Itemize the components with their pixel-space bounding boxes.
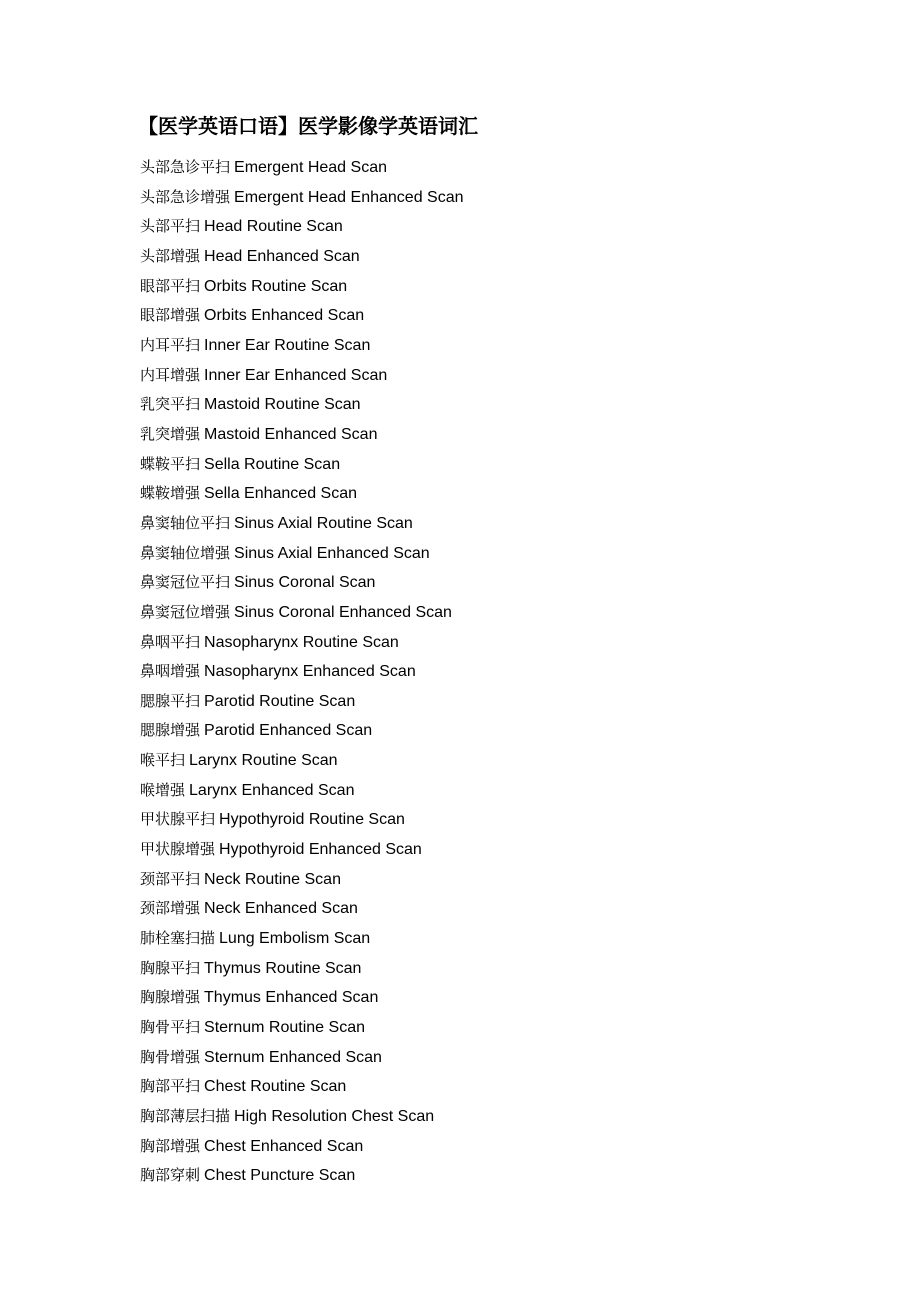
term-row	[140, 1102, 464, 1132]
term-english: Sinus Coronal Scan	[234, 574, 376, 592]
term-chinese: 胸部平扫	[140, 1077, 201, 1096]
term-english: Mastoid Routine Scan	[204, 396, 361, 414]
term-chinese: 鼻咽增强	[140, 662, 201, 681]
term-row	[140, 212, 464, 242]
term-row	[140, 628, 464, 658]
term-chinese: 胸部穿刺	[140, 1166, 201, 1185]
term-english: Neck Routine Scan	[204, 870, 341, 888]
term-row	[140, 1132, 464, 1162]
term-english: Inner Ear Enhanced Scan	[204, 366, 388, 384]
term-english: Sella Routine Scan	[204, 455, 341, 473]
term-english: Emergent Head Scan	[234, 159, 387, 176]
term-chinese: 甲状腺平扫	[140, 810, 216, 829]
term-chinese: 鼻窦轴位增强	[140, 543, 231, 562]
term-row	[140, 805, 464, 835]
term-chinese: 喉增强	[140, 780, 186, 799]
term-chinese: 头部平扫	[140, 217, 201, 236]
term-chinese: 胸腺平扫	[140, 958, 201, 977]
term-row	[140, 539, 464, 569]
term-row	[140, 1013, 464, 1043]
term-row	[140, 450, 464, 480]
term-chinese: 鼻窦冠位平扫	[140, 573, 231, 592]
term-english: Sinus Axial Enhanced Scan	[234, 544, 430, 562]
term-row	[140, 242, 464, 272]
term-english: Lung Embolism Scan	[219, 930, 371, 948]
term-row	[140, 983, 464, 1013]
term-english: Thymus Routine Scan	[204, 959, 362, 977]
term-row	[140, 153, 464, 183]
term-chinese: 胸部增强	[140, 1136, 201, 1155]
term-chinese: 颈部增强	[140, 899, 201, 918]
term-row	[140, 835, 464, 865]
term-english: Emergent Head Enhanced Scan	[234, 188, 464, 206]
term-row	[140, 1161, 464, 1191]
term-row	[140, 272, 464, 302]
document-title: 【医学英语口语】医学影像学英语词汇	[138, 114, 478, 138]
term-chinese: 内耳增强	[140, 365, 201, 384]
term-chinese: 头部急诊平扫	[140, 158, 231, 176]
term-row	[140, 894, 464, 924]
term-chinese: 鼻咽平扫	[140, 632, 201, 651]
term-english: Hypothyroid Routine Scan	[219, 811, 405, 829]
term-english: Mastoid Enhanced Scan	[204, 425, 378, 443]
term-row	[140, 183, 464, 213]
term-row	[140, 331, 464, 361]
term-row	[140, 509, 464, 539]
term-chinese: 头部增强	[140, 246, 201, 265]
term-english: Chest Routine Scan	[204, 1078, 347, 1096]
term-chinese: 喉平扫	[140, 751, 186, 770]
term-chinese: 蝶鞍平扫	[140, 454, 201, 473]
term-chinese: 眼部平扫	[140, 276, 201, 295]
term-english: Sella Enhanced Scan	[204, 485, 358, 503]
term-chinese: 鼻窦冠位增强	[140, 602, 231, 621]
term-list	[140, 153, 464, 1191]
term-row	[140, 746, 464, 776]
term-english: Inner Ear Routine Scan	[204, 336, 371, 354]
term-english: Head Routine Scan	[204, 218, 343, 236]
term-english: Chest Puncture Scan	[204, 1167, 356, 1185]
term-chinese: 甲状腺增强	[140, 840, 216, 859]
term-chinese: 蝶鞍增强	[140, 484, 201, 503]
term-english: Parotid Routine Scan	[204, 692, 356, 710]
term-english: Hypothyroid Enhanced Scan	[219, 841, 422, 859]
term-row	[140, 1043, 464, 1073]
term-row	[140, 657, 464, 687]
term-row	[140, 776, 464, 806]
term-row	[140, 954, 464, 984]
term-row	[140, 420, 464, 450]
term-row	[140, 924, 464, 954]
term-english: Sternum Enhanced Scan	[204, 1048, 382, 1066]
term-english: Larynx Enhanced Scan	[189, 781, 355, 799]
term-english: Nasopharynx Routine Scan	[204, 633, 399, 651]
term-chinese: 肺栓塞扫描	[140, 929, 216, 948]
term-english: Parotid Enhanced Scan	[204, 722, 373, 740]
term-chinese: 腮腺平扫	[140, 691, 201, 710]
term-english: Neck Enhanced Scan	[204, 900, 358, 918]
term-english: Thymus Enhanced Scan	[204, 989, 379, 1007]
term-chinese: 颈部平扫	[140, 869, 201, 888]
term-chinese: 乳突增强	[140, 424, 201, 443]
term-row	[140, 716, 464, 746]
term-chinese: 鼻窦轴位平扫	[140, 513, 231, 532]
term-english: Orbits Routine Scan	[204, 277, 348, 295]
term-row	[140, 301, 464, 331]
term-english: Nasopharynx Enhanced Scan	[204, 663, 416, 681]
term-english: Sternum Routine Scan	[204, 1019, 365, 1037]
term-english: Larynx Routine Scan	[189, 752, 338, 770]
term-chinese: 腮腺增强	[140, 721, 201, 740]
term-chinese: 胸腺增强	[140, 988, 201, 1007]
term-chinese: 头部急诊增强	[140, 187, 231, 206]
term-row	[140, 568, 464, 598]
term-row	[140, 598, 464, 628]
term-chinese: 胸骨增强	[140, 1047, 201, 1066]
term-english: Orbits Enhanced Scan	[204, 307, 365, 325]
term-english: Sinus Axial Routine Scan	[234, 514, 413, 532]
term-english: Head Enhanced Scan	[204, 247, 360, 265]
term-english: Chest Enhanced Scan	[204, 1137, 364, 1155]
term-row	[140, 865, 464, 895]
term-row	[140, 687, 464, 717]
term-english: Sinus Coronal Enhanced Scan	[234, 603, 452, 621]
term-chinese: 胸部薄层扫描	[140, 1107, 231, 1125]
term-chinese: 内耳平扫	[140, 335, 201, 354]
term-row	[140, 390, 464, 420]
term-chinese: 眼部增强	[140, 306, 201, 325]
term-row	[140, 479, 464, 509]
term-row	[140, 1072, 464, 1102]
term-row	[140, 361, 464, 391]
term-chinese: 乳突平扫	[140, 395, 201, 414]
term-chinese: 胸骨平扫	[140, 1018, 201, 1037]
term-english: High Resolution Chest Scan	[234, 1108, 435, 1125]
